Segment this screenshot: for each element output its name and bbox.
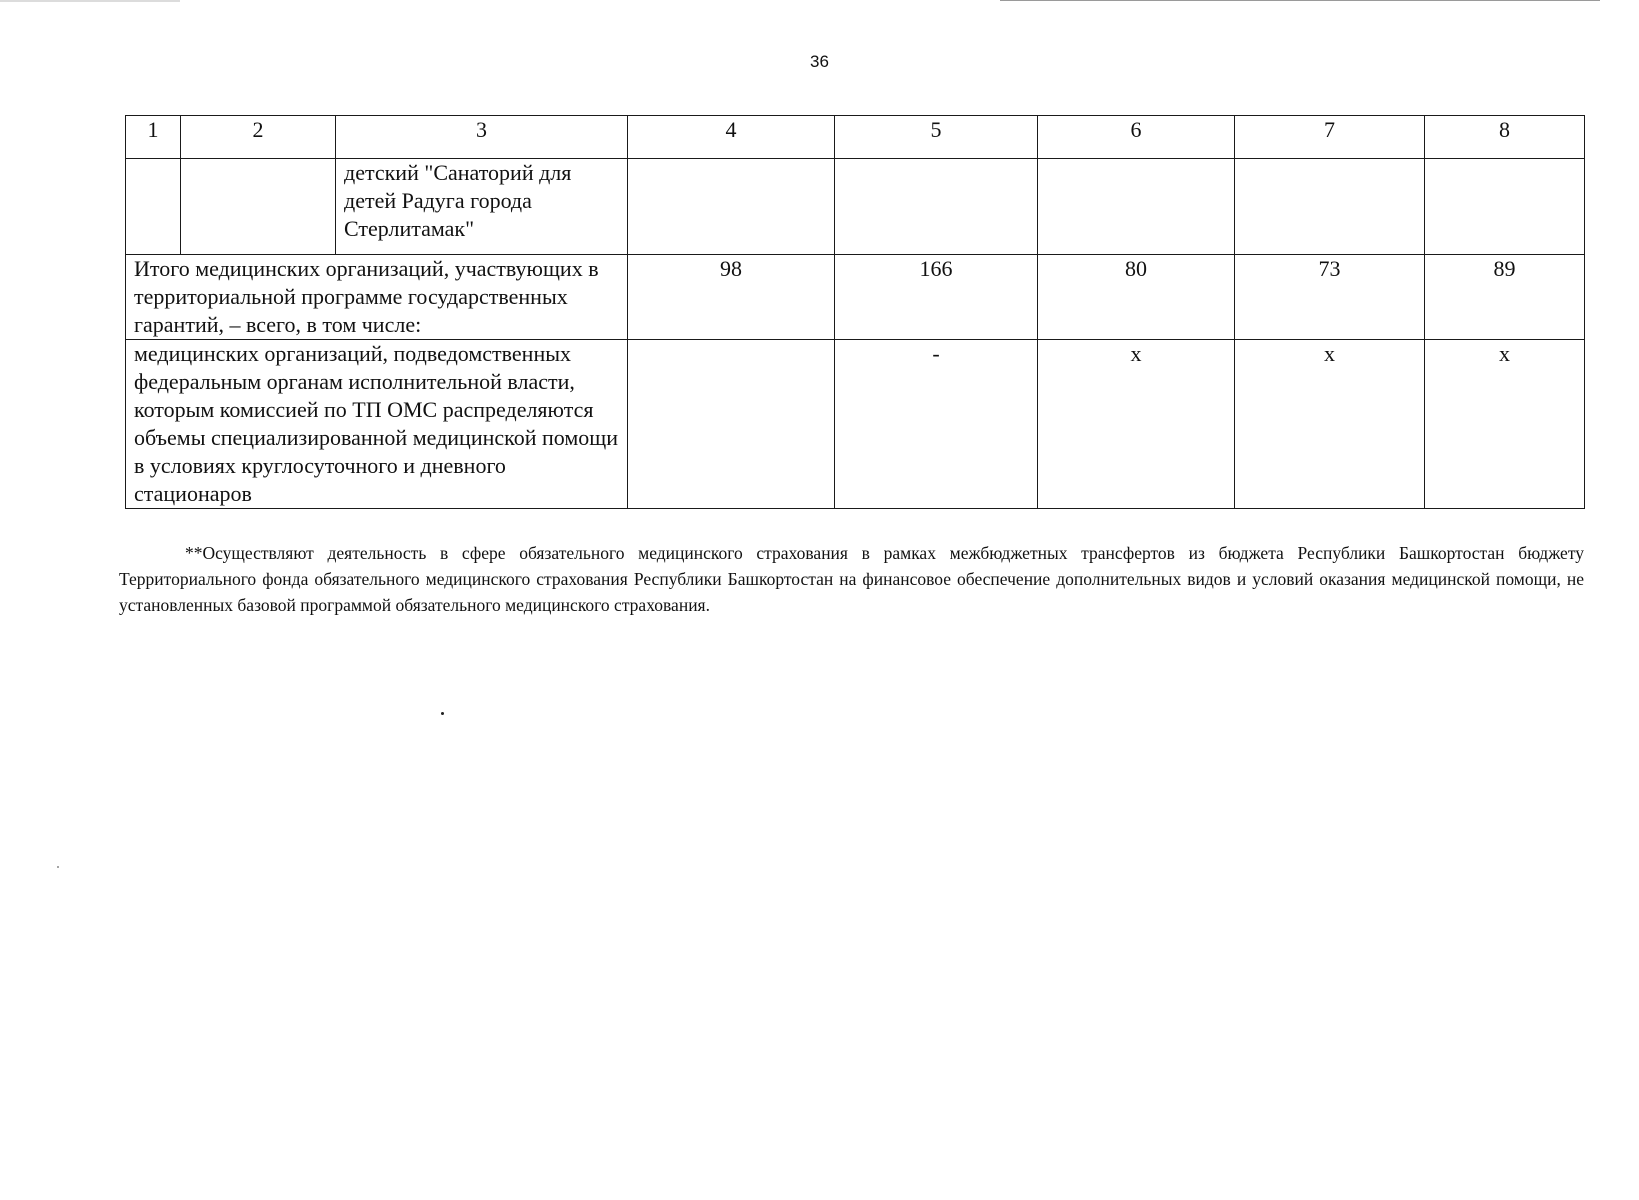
total-col8: 89: [1425, 255, 1585, 340]
header-cell: 3: [336, 116, 628, 159]
scan-speck: [441, 712, 444, 715]
scan-speck: [57, 866, 59, 868]
header-cell: 8: [1425, 116, 1585, 159]
table-row-federal: [126, 340, 1585, 509]
table-cell-empty: [181, 159, 336, 255]
table-header-row: [126, 116, 1585, 159]
scan-artifact-top-line: [1000, 0, 1600, 1]
table-cell-empty: [628, 159, 835, 255]
table-cell-empty: [126, 159, 181, 255]
federal-label: медицинских организаций, подведомственных федеральным органам исполнительной власти, которым комиссией по ТП ОМС распределяются объемы специализированной медицинской помощи в условиях круглосуточного и дневного стационаров: [126, 340, 628, 509]
data-table: [125, 115, 1585, 509]
header-cell: 1: [126, 116, 181, 159]
total-col5: 166: [835, 255, 1038, 340]
header-cell: 7: [1235, 116, 1425, 159]
table-cell-empty: [1038, 159, 1235, 255]
table-row-total: [126, 255, 1585, 340]
total-label: Итого медицинских организаций, участвующих в территориальной программе государственных гарантий, – всего, в том числе:: [126, 255, 628, 340]
federal-col6: х: [1038, 340, 1235, 509]
header-cell: 6: [1038, 116, 1235, 159]
table-cell-empty: [1425, 159, 1585, 255]
total-col4: 98: [628, 255, 835, 340]
federal-col7: х: [1235, 340, 1425, 509]
federal-col4: [628, 340, 835, 509]
table-row: [126, 159, 1585, 255]
total-col7: 73: [1235, 255, 1425, 340]
footnote: **Осуществляют деятельность в сфере обязательного медицинского страхования в рамках межбюджетных трансфертов из бюджета Республики Башкортостан бюджету Территориального фонда обязательного медицинского страхования Республики Башкортостан на финансовое обеспечение дополнительных видов и условий оказания медицинской помощи, не установленных базовой программой обязательного медицинского страхования.: [119, 543, 1584, 615]
scan-artifact-left: [0, 0, 180, 2]
header-cell: 2: [181, 116, 336, 159]
total-col6: 80: [1038, 255, 1235, 340]
organization-name-continuation: детский "Санаторий для детей Радуга города Стерлитамак": [336, 159, 628, 255]
page-number: 36: [810, 52, 829, 71]
federal-col8: х: [1425, 340, 1585, 509]
table-cell-empty: [835, 159, 1038, 255]
table-cell-empty: [1235, 159, 1425, 255]
header-cell: 4: [628, 116, 835, 159]
federal-col5: -: [835, 340, 1038, 509]
header-cell: 5: [835, 116, 1038, 159]
